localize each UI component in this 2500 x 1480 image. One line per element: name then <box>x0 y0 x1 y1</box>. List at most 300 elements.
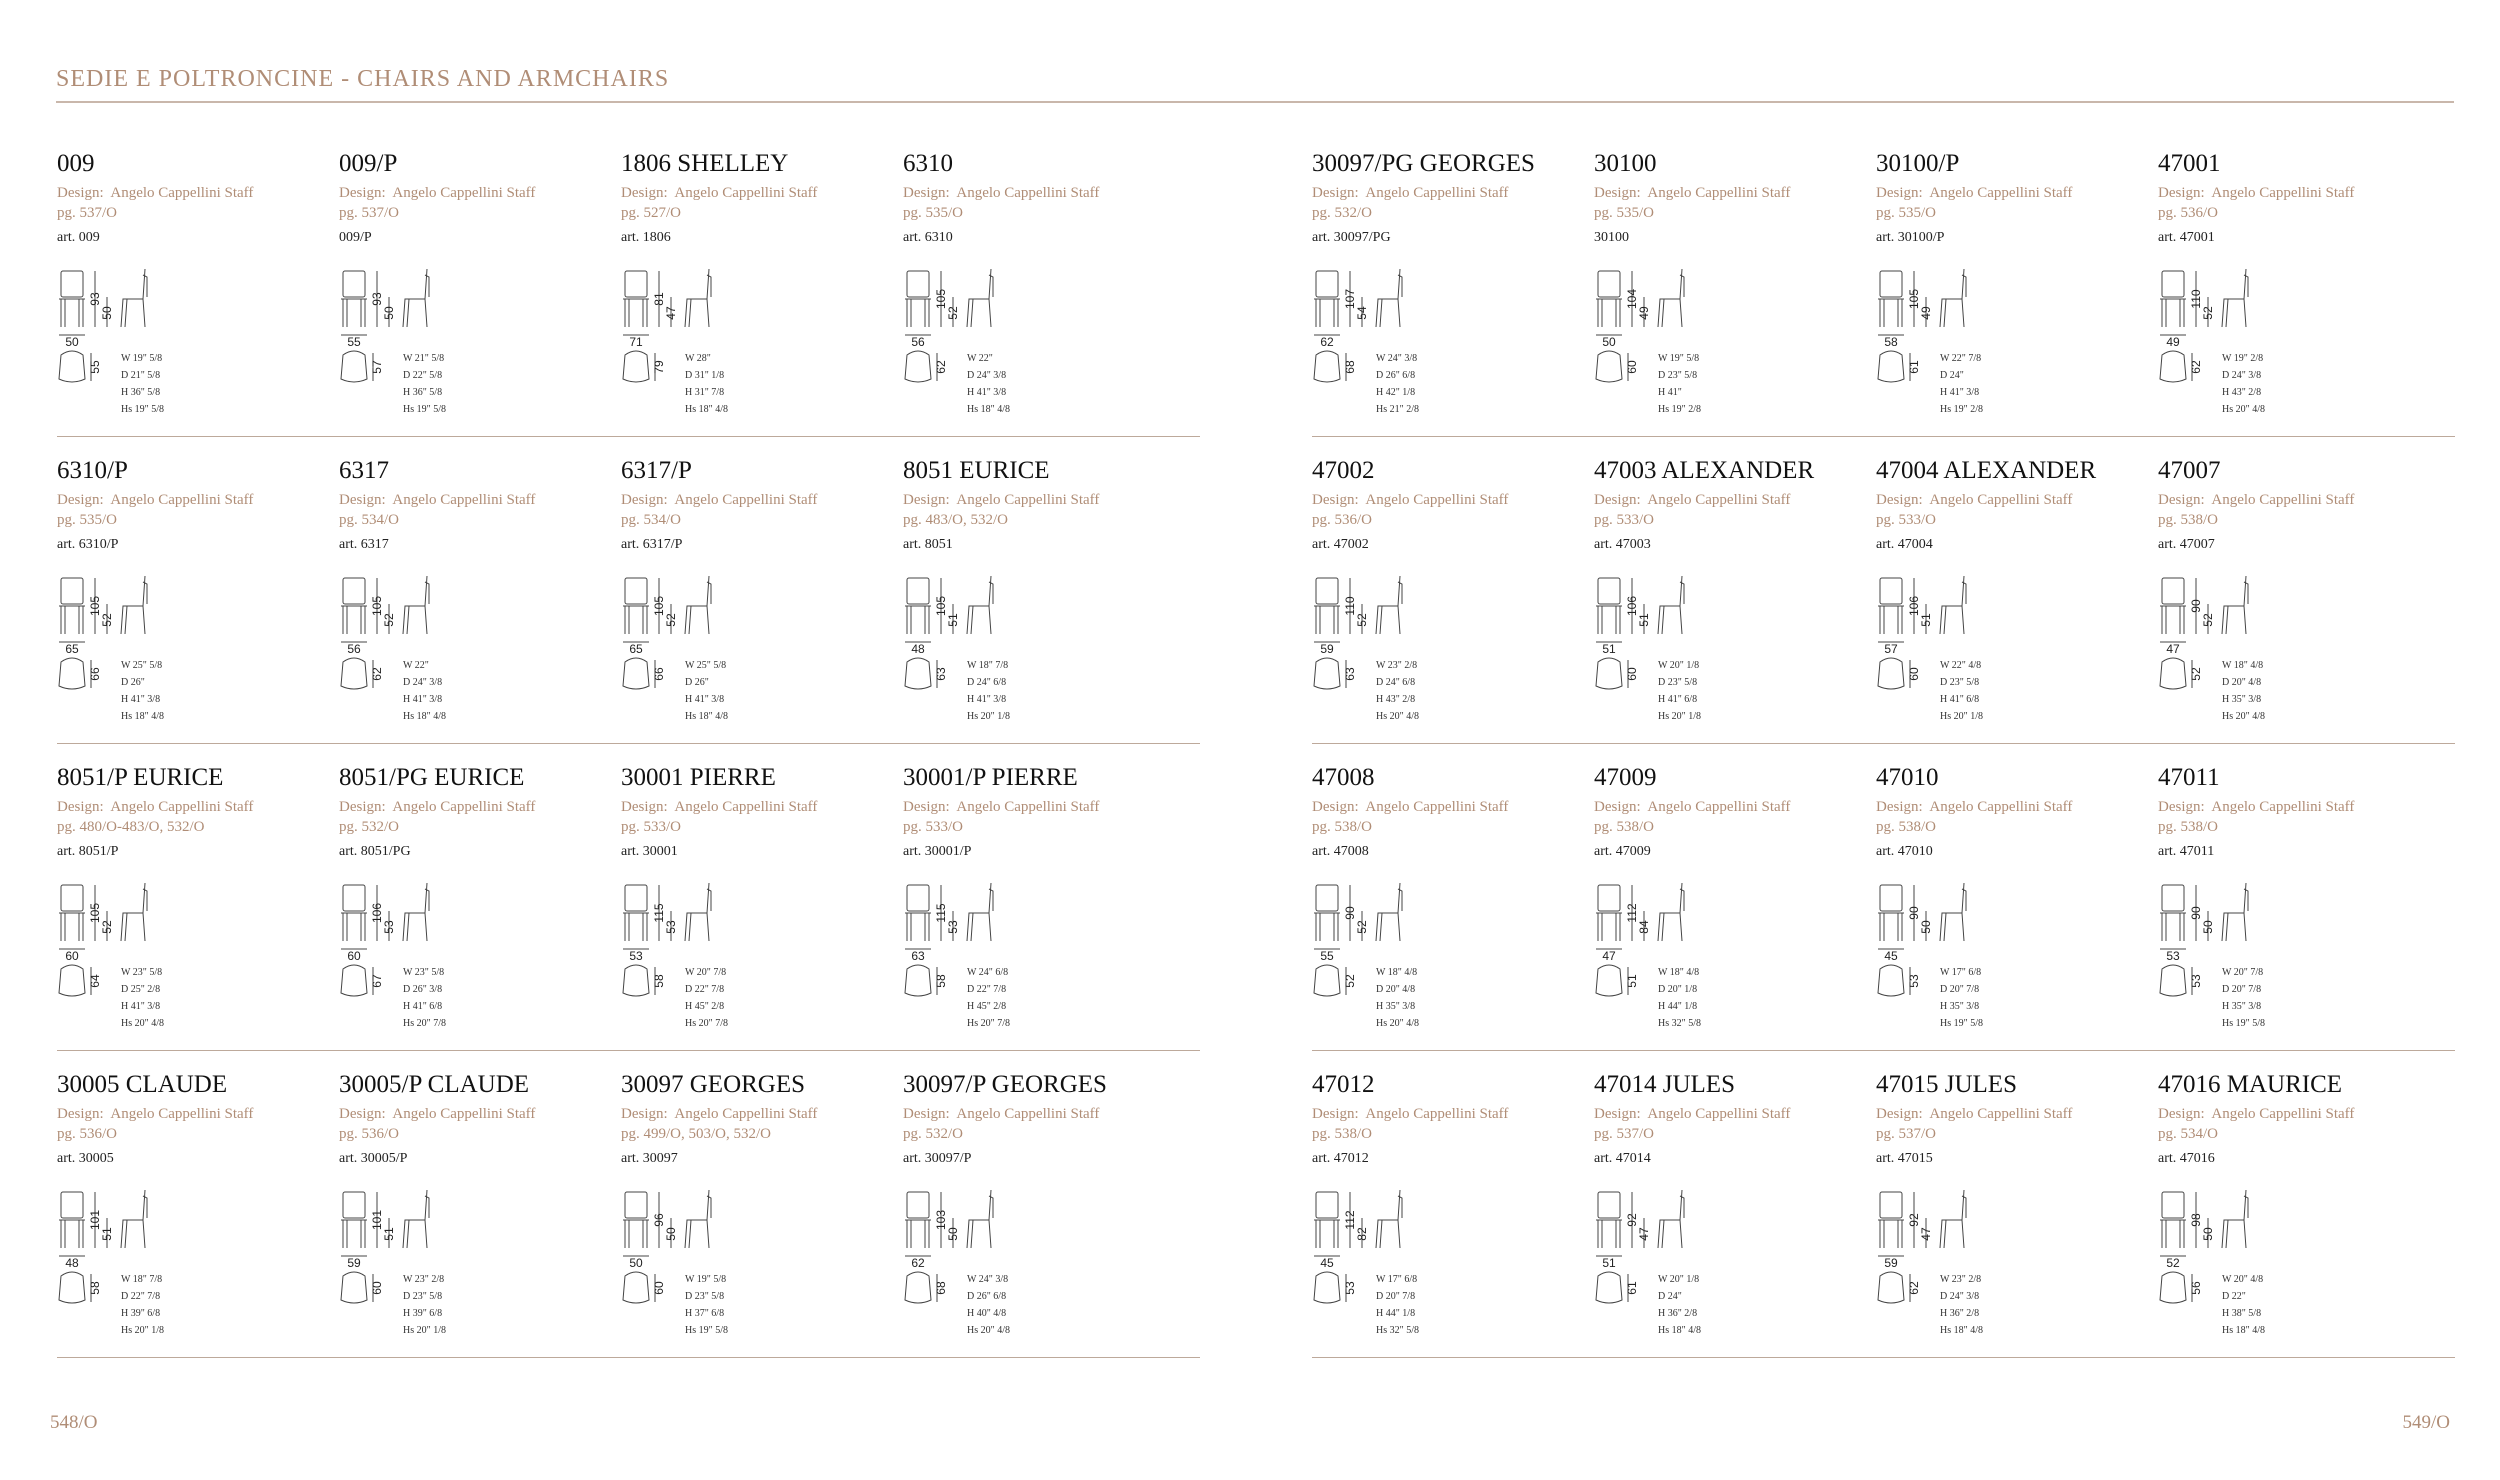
designer-name: Angelo Cappellini Staff <box>392 799 536 815</box>
chair-side-view-icon <box>121 883 147 941</box>
measure-seat-height: Hs 32" 5/8 <box>1658 1018 1701 1029</box>
chair-front-view-icon <box>341 885 367 941</box>
article-number: art. 47011 <box>2158 844 2215 859</box>
chair-side-view-icon <box>1940 269 1966 327</box>
measure-seat-height: Hs 20" 1/8 <box>121 1325 164 1336</box>
imperial-measurements <box>1658 350 1701 418</box>
depth-label: 55 <box>88 360 102 374</box>
seat-height-label: 52 <box>2201 306 2215 320</box>
product-designer <box>1594 1105 1876 1123</box>
depth-label: 68 <box>1343 360 1357 374</box>
measure-height: H 44" 1/8 <box>1658 1001 1698 1012</box>
imperial-measurements <box>121 350 164 418</box>
measure-width: W 23" 2/8 <box>403 1274 445 1285</box>
seat-height-label: 47 <box>1919 1227 1933 1241</box>
product-designer <box>1876 184 2158 202</box>
designer-name: Angelo Cappellini Staff <box>1365 185 1509 201</box>
product-card <box>903 1071 1185 1378</box>
seat-height-label: 52 <box>946 306 960 320</box>
chair-front-view-icon <box>59 885 85 941</box>
seat-height-label: 50 <box>100 306 114 320</box>
row-divider <box>1312 436 2455 437</box>
designer-name: Angelo Cappellini Staff <box>674 185 818 201</box>
catalog-page-ref: pg. 535/O <box>1876 205 1936 221</box>
catalog-page-ref: pg. 538/O <box>1594 819 1654 835</box>
measure-depth: D 26" 6/8 <box>1376 370 1416 381</box>
chair-top-view-icon <box>1314 965 1340 996</box>
designer-name: Angelo Cappellini Staff <box>1929 799 2073 815</box>
product-card <box>2158 764 2440 1071</box>
design-label: Design: <box>1312 799 1359 815</box>
design-label: Design: <box>57 185 104 201</box>
measure-seat-height: Hs 18" 4/8 <box>2222 1325 2265 1336</box>
article-number: art. 47003 <box>1594 537 1651 552</box>
height-label: 93 <box>370 292 384 306</box>
width-label: 52 <box>2166 1256 2180 1270</box>
product-designer <box>339 1105 621 1123</box>
chair-top-view-icon <box>623 351 649 382</box>
imperial-measurements <box>1658 1271 1701 1339</box>
product-designer <box>621 1105 903 1123</box>
width-label: 65 <box>65 642 79 656</box>
depth-label: 51 <box>1625 974 1639 988</box>
design-label: Design: <box>339 185 386 201</box>
height-label: 106 <box>370 902 384 924</box>
measure-depth: D 22" 7/8 <box>685 984 725 995</box>
depth-label: 61 <box>1907 360 1921 374</box>
seat-height-label: 52 <box>664 613 678 627</box>
measure-height: H 41" 6/8 <box>1658 694 1698 705</box>
height-label: 101 <box>370 1209 384 1231</box>
chair-top-view-icon <box>341 965 367 996</box>
article-number: art. 47002 <box>1312 537 1369 552</box>
product-designer <box>57 1105 339 1123</box>
chair-top-view-icon <box>623 965 649 996</box>
measure-height: H 44" 1/8 <box>1376 1308 1416 1319</box>
measure-width: W 22" <box>403 660 429 671</box>
width-label: 53 <box>2166 949 2180 963</box>
article-number: art. 47007 <box>2158 537 2215 552</box>
chair-side-view-icon <box>1940 883 1966 941</box>
chair-front-view-icon <box>59 578 85 634</box>
height-label: 105 <box>934 595 948 617</box>
design-label: Design: <box>1312 1106 1359 1122</box>
depth-label: 60 <box>1907 667 1921 681</box>
designer-name: Angelo Cappellini Staff <box>110 1106 254 1122</box>
measure-depth: D 31" 1/8 <box>685 370 725 381</box>
chair-front-view-icon <box>2160 578 2186 634</box>
depth-label: 52 <box>2189 667 2203 681</box>
width-label: 48 <box>65 1256 79 1270</box>
measure-height: H 41" 6/8 <box>403 1001 443 1012</box>
row-divider <box>1312 743 2455 744</box>
product-designer <box>621 798 903 816</box>
design-label: Design: <box>2158 492 2205 508</box>
measure-depth: D 26" <box>121 677 145 688</box>
article-number: art. 30097/P <box>903 1151 972 1166</box>
measure-width: W 20" 4/8 <box>2222 1274 2264 1285</box>
chair-top-view-icon <box>2160 658 2186 689</box>
chair-front-view-icon <box>1314 885 1340 941</box>
seat-height-label: 47 <box>664 306 678 320</box>
article-number: art. 47001 <box>2158 230 2215 245</box>
chair-front-view-icon <box>341 578 367 634</box>
design-label: Design: <box>1312 185 1359 201</box>
chair-top-view-icon <box>1878 965 1904 996</box>
product-designer <box>57 798 339 816</box>
article-number: art. 8051/P <box>57 844 119 859</box>
depth-label: 56 <box>2189 1281 2203 1295</box>
product-card <box>57 1071 339 1378</box>
seat-height-label: 53 <box>382 920 396 934</box>
designer-name: Angelo Cappellini Staff <box>392 185 536 201</box>
chair-front-view-icon <box>59 271 85 327</box>
width-label: 47 <box>2166 642 2180 656</box>
measure-seat-height: Hs 20" 1/8 <box>1940 711 1983 722</box>
measure-depth: D 22" 7/8 <box>121 1291 161 1302</box>
measure-seat-height: Hs 20" 1/8 <box>403 1325 446 1336</box>
designer-name: Angelo Cappellini Staff <box>110 799 254 815</box>
designer-name: Angelo Cappellini Staff <box>1647 492 1791 508</box>
measure-depth: D 20" 7/8 <box>2222 984 2262 995</box>
depth-label: 58 <box>934 974 948 988</box>
row-divider <box>1312 1050 2455 1051</box>
measure-seat-height: Hs 18" 4/8 <box>685 404 728 415</box>
height-label: 112 <box>1343 1210 1357 1230</box>
measure-seat-height: Hs 20" 7/8 <box>403 1018 446 1029</box>
depth-label: 60 <box>370 1281 384 1295</box>
product-card <box>339 150 621 457</box>
measure-depth: D 20" 1/8 <box>1658 984 1698 995</box>
measure-width: W 17" 6/8 <box>1940 967 1982 978</box>
width-label: 56 <box>911 335 925 349</box>
design-label: Design: <box>621 185 668 201</box>
product-designer <box>1876 798 2158 816</box>
product-card <box>621 764 903 1071</box>
design-label: Design: <box>903 1106 950 1122</box>
design-label: Design: <box>1594 1106 1641 1122</box>
width-label: 65 <box>629 642 643 656</box>
seat-height-label: 53 <box>664 920 678 934</box>
article-number: art. 47012 <box>1312 1151 1369 1166</box>
height-label: 110 <box>2189 289 2203 309</box>
measure-width: W 18" 7/8 <box>121 1274 163 1285</box>
catalog-page-ref: pg. 538/O <box>1312 819 1372 835</box>
height-label: 112 <box>1625 903 1639 923</box>
height-label: 105 <box>88 902 102 924</box>
design-label: Design: <box>1876 1106 1923 1122</box>
product-name: 8051 EURICE <box>903 457 1050 484</box>
design-label: Design: <box>339 1106 386 1122</box>
measure-depth: D 22" 7/8 <box>967 984 1007 995</box>
width-label: 51 <box>1602 642 1616 656</box>
measure-depth: D 23" 5/8 <box>403 1291 443 1302</box>
depth-label: 62 <box>2189 360 2203 374</box>
measure-depth: D 23" 5/8 <box>1940 677 1980 688</box>
measure-depth: D 23" 5/8 <box>685 1291 725 1302</box>
measure-depth: D 20" 4/8 <box>2222 677 2262 688</box>
product-name: 009/P <box>339 150 398 177</box>
design-label: Design: <box>1876 185 1923 201</box>
chair-front-view-icon <box>905 271 931 327</box>
product-card <box>2158 1071 2440 1378</box>
catalog-page-ref: pg. 535/O <box>1594 205 1654 221</box>
measure-height: H 35" 3/8 <box>1940 1001 1980 1012</box>
depth-label: 67 <box>370 974 384 988</box>
chair-side-view-icon <box>1940 576 1966 634</box>
imperial-measurements <box>1658 964 1701 1032</box>
height-label: 105 <box>652 595 666 617</box>
measure-seat-height: Hs 19" 2/8 <box>1658 404 1701 415</box>
width-label: 47 <box>1602 949 1616 963</box>
article-number: art. 30097/PG <box>1312 230 1391 245</box>
design-label: Design: <box>2158 185 2205 201</box>
row-divider <box>57 436 1200 437</box>
measure-width: W 22" <box>967 353 993 364</box>
catalog-page-ref: pg. 536/O <box>1312 512 1372 528</box>
width-label: 56 <box>347 642 361 656</box>
measure-width: W 25" 5/8 <box>685 660 727 671</box>
depth-label: 64 <box>88 974 102 988</box>
header-rule <box>56 101 2454 103</box>
width-label: 50 <box>1602 335 1616 349</box>
product-name: 8051/P EURICE <box>57 764 224 791</box>
height-label: 90 <box>2189 599 2203 613</box>
product-name: 30005/P CLAUDE <box>339 1071 530 1098</box>
imperial-measurements <box>2222 350 2265 418</box>
measure-width: W 20" 7/8 <box>2222 967 2264 978</box>
measure-seat-height: Hs 19" 2/8 <box>1940 404 1983 415</box>
measure-depth: D 24" 6/8 <box>1376 677 1416 688</box>
page-header-title: SEDIE E POLTRONCINE - CHAIRS AND ARMCHAIRS <box>56 66 670 92</box>
height-label: 90 <box>1907 906 1921 920</box>
imperial-measurements <box>967 964 1010 1032</box>
article-number: art. 30100/P <box>1876 230 1945 245</box>
depth-label: 60 <box>652 1281 666 1295</box>
catalog-page-ref: pg. 538/O <box>1312 1126 1372 1142</box>
height-label: 105 <box>1907 288 1921 310</box>
height-label: 93 <box>88 292 102 306</box>
measure-height: H 35" 3/8 <box>2222 1001 2262 1012</box>
catalog-page-ref: pg. 537/O <box>339 205 399 221</box>
height-label: 92 <box>1907 1213 1921 1227</box>
designer-name: Angelo Cappellini Staff <box>1647 1106 1791 1122</box>
designer-name: Angelo Cappellini Staff <box>956 1106 1100 1122</box>
designer-name: Angelo Cappellini Staff <box>674 799 818 815</box>
height-label: 110 <box>1343 596 1357 616</box>
chair-side-view-icon <box>685 883 711 941</box>
product-card <box>1312 150 1594 457</box>
seat-height-label: 51 <box>946 613 960 627</box>
chair-top-view-icon <box>2160 965 2186 996</box>
product-name: 30005 CLAUDE <box>57 1071 228 1098</box>
chair-top-view-icon <box>905 351 931 382</box>
chair-front-view-icon <box>623 885 649 941</box>
product-card <box>903 764 1185 1071</box>
measure-height: H 41" <box>1658 387 1682 398</box>
measure-width: W 24" 3/8 <box>967 1274 1009 1285</box>
catalog-page-ref: pg. 483/O, 532/O <box>903 512 1008 528</box>
measure-width: W 25" 5/8 <box>121 660 163 671</box>
width-label: 59 <box>347 1256 361 1270</box>
product-name: 1806 SHELLEY <box>621 150 789 177</box>
design-label: Design: <box>621 799 668 815</box>
width-label: 50 <box>629 1256 643 1270</box>
chair-top-view-icon <box>341 351 367 382</box>
product-designer <box>2158 184 2440 202</box>
chair-front-view-icon <box>2160 885 2186 941</box>
product-name: 47016 MAURICE <box>2158 1071 2343 1098</box>
designer-name: Angelo Cappellini Staff <box>2211 492 2355 508</box>
depth-label: 68 <box>934 1281 948 1295</box>
seat-height-label: 50 <box>664 1227 678 1241</box>
measure-width: W 17" 6/8 <box>1376 1274 1418 1285</box>
catalog-page-ref: pg. 527/O <box>621 205 681 221</box>
seat-height-label: 50 <box>382 306 396 320</box>
article-number: art. 47010 <box>1876 844 1933 859</box>
design-label: Design: <box>57 799 104 815</box>
product-name: 47010 <box>1876 764 1939 791</box>
chair-side-view-icon <box>1940 1190 1966 1248</box>
product-card <box>621 150 903 457</box>
chair-side-view-icon <box>2222 576 2248 634</box>
height-label: 90 <box>1343 906 1357 920</box>
width-label: 49 <box>2166 335 2180 349</box>
designer-name: Angelo Cappellini Staff <box>1365 799 1509 815</box>
chair-front-view-icon <box>905 578 931 634</box>
width-label: 58 <box>1884 335 1898 349</box>
product-name: 30097/P GEORGES <box>903 1071 1107 1098</box>
width-label: 62 <box>1320 335 1334 349</box>
measure-height: H 35" 3/8 <box>1376 1001 1416 1012</box>
chair-top-view-icon <box>59 658 85 689</box>
chair-side-view-icon <box>1376 883 1402 941</box>
measure-seat-height: Hs 20" 4/8 <box>2222 404 2265 415</box>
catalog-page-ref: pg. 533/O <box>621 819 681 835</box>
measure-height: H 45" 2/8 <box>685 1001 725 1012</box>
chair-top-view-icon <box>1596 965 1622 996</box>
chair-top-view-icon <box>59 965 85 996</box>
article-number: art. 1806 <box>621 230 671 245</box>
chair-top-view-icon <box>623 1272 649 1303</box>
product-name: 6310/P <box>57 457 128 484</box>
product-designer <box>57 491 339 509</box>
seat-height-label: 49 <box>1919 306 1933 320</box>
design-label: Design: <box>903 799 950 815</box>
measure-height: H 38" 5/8 <box>2222 1308 2262 1319</box>
measure-depth: D 20" 7/8 <box>1940 984 1980 995</box>
measure-width: W 20" 1/8 <box>1658 1274 1700 1285</box>
measure-seat-height: Hs 19" 5/8 <box>2222 1018 2265 1029</box>
measure-seat-height: Hs 20" 4/8 <box>2222 711 2265 722</box>
product-name: 30100/P <box>1876 150 1960 177</box>
height-label: 106 <box>1625 595 1639 617</box>
article-number: 009/P <box>339 230 372 245</box>
measure-depth: D 22" 5/8 <box>403 370 443 381</box>
article-number: art. 47015 <box>1876 1151 1933 1166</box>
measure-depth: D 20" 4/8 <box>1376 984 1416 995</box>
imperial-measurements <box>121 1271 164 1339</box>
measure-height: H 36" 5/8 <box>403 387 443 398</box>
width-label: 55 <box>347 335 361 349</box>
chair-side-view-icon <box>1376 576 1402 634</box>
measure-depth: D 24" 3/8 <box>1940 1291 1980 1302</box>
product-name: 47009 <box>1594 764 1657 791</box>
depth-label: 61 <box>1625 1281 1639 1295</box>
product-card <box>1594 764 1876 1071</box>
measure-width: W 20" 7/8 <box>685 967 727 978</box>
article-number: art. 6310 <box>903 230 953 245</box>
catalog-page-ref: pg. 536/O <box>2158 205 2218 221</box>
chair-top-view-icon <box>341 1272 367 1303</box>
product-name: 30001 PIERRE <box>621 764 776 791</box>
chair-side-view-icon <box>1658 883 1684 941</box>
measure-width: W 18" 4/8 <box>1376 967 1418 978</box>
chair-side-view-icon <box>2222 1190 2248 1248</box>
measure-width: W 20" 1/8 <box>1658 660 1700 671</box>
measure-seat-height: Hs 20" 1/8 <box>967 711 1010 722</box>
designer-name: Angelo Cappellini Staff <box>110 492 254 508</box>
chair-front-view-icon <box>905 885 931 941</box>
depth-label: 57 <box>370 360 384 374</box>
product-name: 47008 <box>1312 764 1375 791</box>
imperial-measurements <box>403 350 446 418</box>
product-card <box>903 150 1185 457</box>
chair-side-view-icon <box>1658 1190 1684 1248</box>
chair-front-view-icon <box>1314 578 1340 634</box>
article-number: art. 8051/PG <box>339 844 411 859</box>
product-card <box>1876 764 2158 1071</box>
measure-height: H 36" 2/8 <box>1940 1308 1980 1319</box>
product-card <box>1876 457 2158 764</box>
measure-width: W 22" 4/8 <box>1940 660 1982 671</box>
measure-height: H 40" 4/8 <box>967 1308 1007 1319</box>
chair-top-view-icon <box>1878 658 1904 689</box>
seat-height-label: 52 <box>100 920 114 934</box>
measure-depth: D 24" <box>1658 1291 1682 1302</box>
imperial-measurements <box>1376 964 1419 1032</box>
measure-depth: D 26" 3/8 <box>403 984 443 995</box>
measure-depth: D 24" 3/8 <box>2222 370 2262 381</box>
measure-depth: D 24" <box>1940 370 1964 381</box>
chair-side-view-icon <box>1376 1190 1402 1248</box>
article-number: art. 30005 <box>57 1151 114 1166</box>
article-number: art. 30001 <box>621 844 678 859</box>
measure-seat-height: Hs 18" 4/8 <box>967 404 1010 415</box>
designer-name: Angelo Cappellini Staff <box>956 492 1100 508</box>
measure-seat-height: Hs 20" 4/8 <box>1376 711 1419 722</box>
width-label: 62 <box>911 1256 925 1270</box>
design-label: Design: <box>1594 799 1641 815</box>
chair-front-view-icon <box>2160 271 2186 327</box>
article-number: art. 30005/P <box>339 1151 408 1166</box>
chair-front-view-icon <box>2160 1192 2186 1248</box>
measure-depth: D 26" 6/8 <box>967 1291 1007 1302</box>
depth-label: 52 <box>1343 974 1357 988</box>
catalog-page-ref: pg. 536/O <box>57 1126 117 1142</box>
chair-front-view-icon <box>59 1192 85 1248</box>
measure-width: W 24" 6/8 <box>967 967 1009 978</box>
measure-seat-height: Hs 20" 4/8 <box>1376 1018 1419 1029</box>
chair-front-view-icon <box>1878 1192 1904 1248</box>
product-designer <box>339 491 621 509</box>
designer-name: Angelo Cappellini Staff <box>1647 799 1791 815</box>
chair-top-view-icon <box>1596 351 1622 382</box>
product-card <box>1876 1071 2158 1378</box>
chair-side-view-icon <box>403 269 429 327</box>
product-name: 47001 <box>2158 150 2221 177</box>
seat-height-label: 47 <box>1637 1227 1651 1241</box>
